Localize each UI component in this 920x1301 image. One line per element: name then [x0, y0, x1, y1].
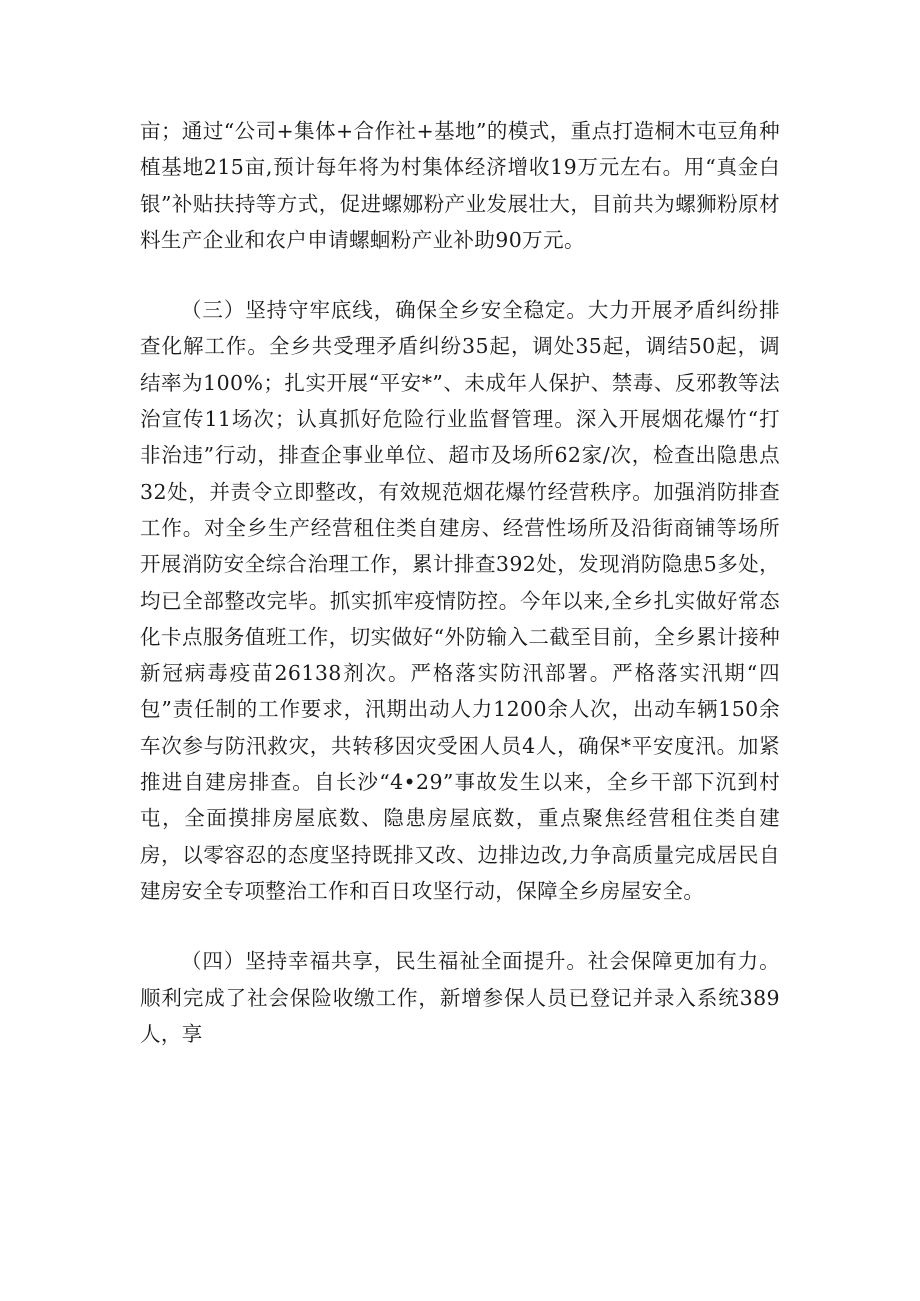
paragraph-section-four: （四）坚持幸福共享，民生福祉全面提升。社会保障更加有力。顺利完成了社会保险收缴工作，新增参保人员已登记并录入系统389人，享	[140, 949, 780, 1046]
paragraph-continuation: 亩；通过“公司+集体+合作社+基地”的模式，重点打造桐木屯豆角种植基地215亩,预计每年将为村集体经济增收19万元左右。用“真金白银”补贴扶持等方式，促进螺娜粉产业发展壮大，目前共为螺狮粉原材料生产企业和农户申请螺蛔粉产业补助90万元。	[140, 119, 780, 252]
document-body	[140, 113, 780, 1052]
paragraph-section-three: （三）坚持守牢底线，确保全乡安全稳定。大力开展矛盾纠纷排查化解工作。全乡共受理矛盾纠纷35起，调处35起，调结50起，调结率为100%；扎实开展“平安*”、未成年人保护、禁毒、反邪教等法治宣传11场次；认真抓好危险行业监督管理。深入开展烟花爆竹“打非治违”行动，排查企事业单位、超市及场所62家/次，检查出隐患点32处，并责令立即整改，有效规范烟花爆竹经营秩序。加强消防排查工作。对全乡生产经营租住类自建房、经营性场所及沿街商铺等场所开展消防安全综合治理工作，累计排查392处，发现消防隐患5多处，均已全部整改完毕。抓实抓牢疫情防控。今年以来,全乡扎实做好常态化卡点服务值班工作，切实做好“外防输入二截至目前，全乡累计接种新冠病毒疫苗26138剂次。严格落实防汛部署。严格落实汛期“四包”责任制的工作要求，汛期出动人力1200余人次，出动车辆150余车次参与防汛救灾，共转移因灾受困人员4人，确保*平安度汛。加紧推进自建房排查。自长沙“4•29”事故发生以来，全乡干部下沉到村屯，全面摸排房屋底数、隐患房屋底数，重点聚焦经营租住类自建房，以零容忍的态度坚持既排又改、边排边改,力争高质量完成居民自建房安全专项整治工作和百日攻坚行动，保障全乡房屋安全。	[140, 298, 780, 903]
